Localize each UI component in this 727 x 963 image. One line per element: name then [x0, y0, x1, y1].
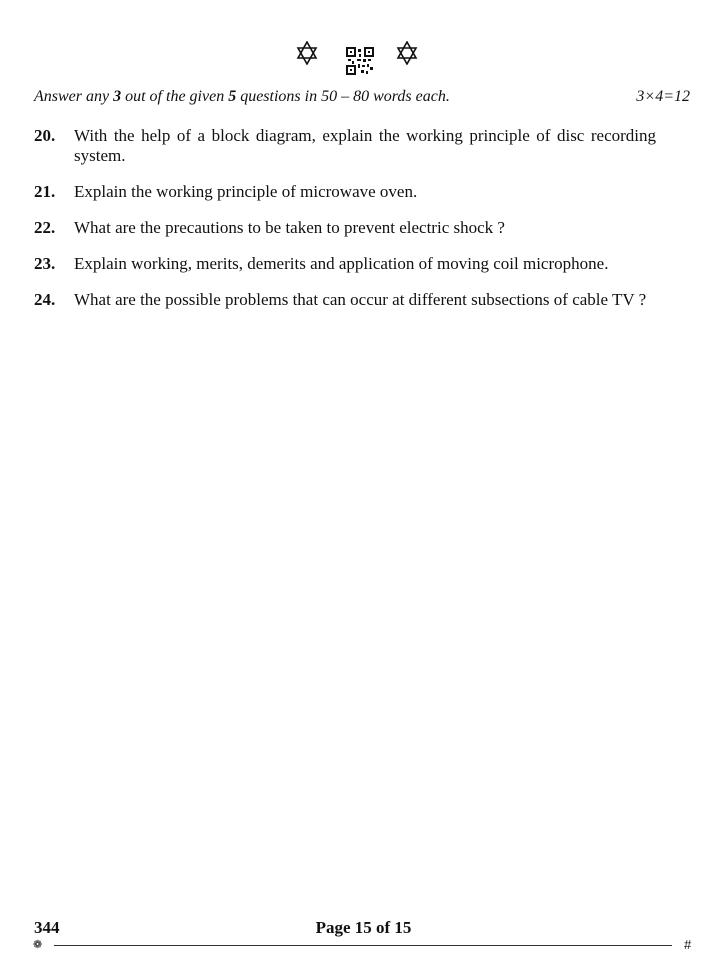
question-text: Explain working, merits, demerits and application of moving coil microphone.	[74, 254, 609, 273]
section-instruction	[34, 88, 690, 106]
instruction-part: out of the given	[121, 88, 229, 105]
footer-divider	[54, 945, 672, 946]
question-text: What are the possible problems that can occur at different subsections of cable TV ?	[74, 290, 647, 309]
question-number: 20.	[34, 126, 56, 145]
star-of-david-icon	[296, 41, 318, 65]
question-list	[34, 126, 656, 326]
question-item	[34, 182, 656, 202]
question-item	[34, 290, 656, 310]
instruction-text	[34, 88, 450, 106]
instruction-part: questions in 50 – 80 words each.	[236, 88, 450, 105]
question-number: 23.	[34, 254, 56, 273]
question-number: 22.	[34, 218, 56, 237]
flower-icon: ❁	[33, 938, 43, 951]
subject-code: 344	[34, 918, 60, 937]
question-item	[34, 218, 656, 238]
question-text: What are the precautions to be taken to prevent electric shock ?	[74, 218, 505, 237]
qr-code-icon	[346, 47, 374, 75]
question-item	[34, 126, 656, 166]
hash-symbol: #	[684, 937, 692, 952]
total-count: 5	[228, 88, 237, 105]
question-text: With the help of a block diagram, explain the working principle of disc recording system.	[74, 126, 656, 165]
header-marks	[0, 41, 727, 77]
question-text: Explain the working principle of microwave oven.	[74, 182, 418, 201]
instruction-part: Answer any	[34, 88, 114, 105]
question-item	[34, 254, 656, 274]
question-number: 24.	[34, 290, 56, 309]
required-count: 3	[113, 88, 122, 105]
star-of-david-icon	[396, 41, 418, 65]
marks-allocation: 3×4=12	[636, 88, 690, 105]
page-number: Page 15 of 15	[315, 918, 412, 937]
question-number: 21.	[34, 182, 56, 201]
